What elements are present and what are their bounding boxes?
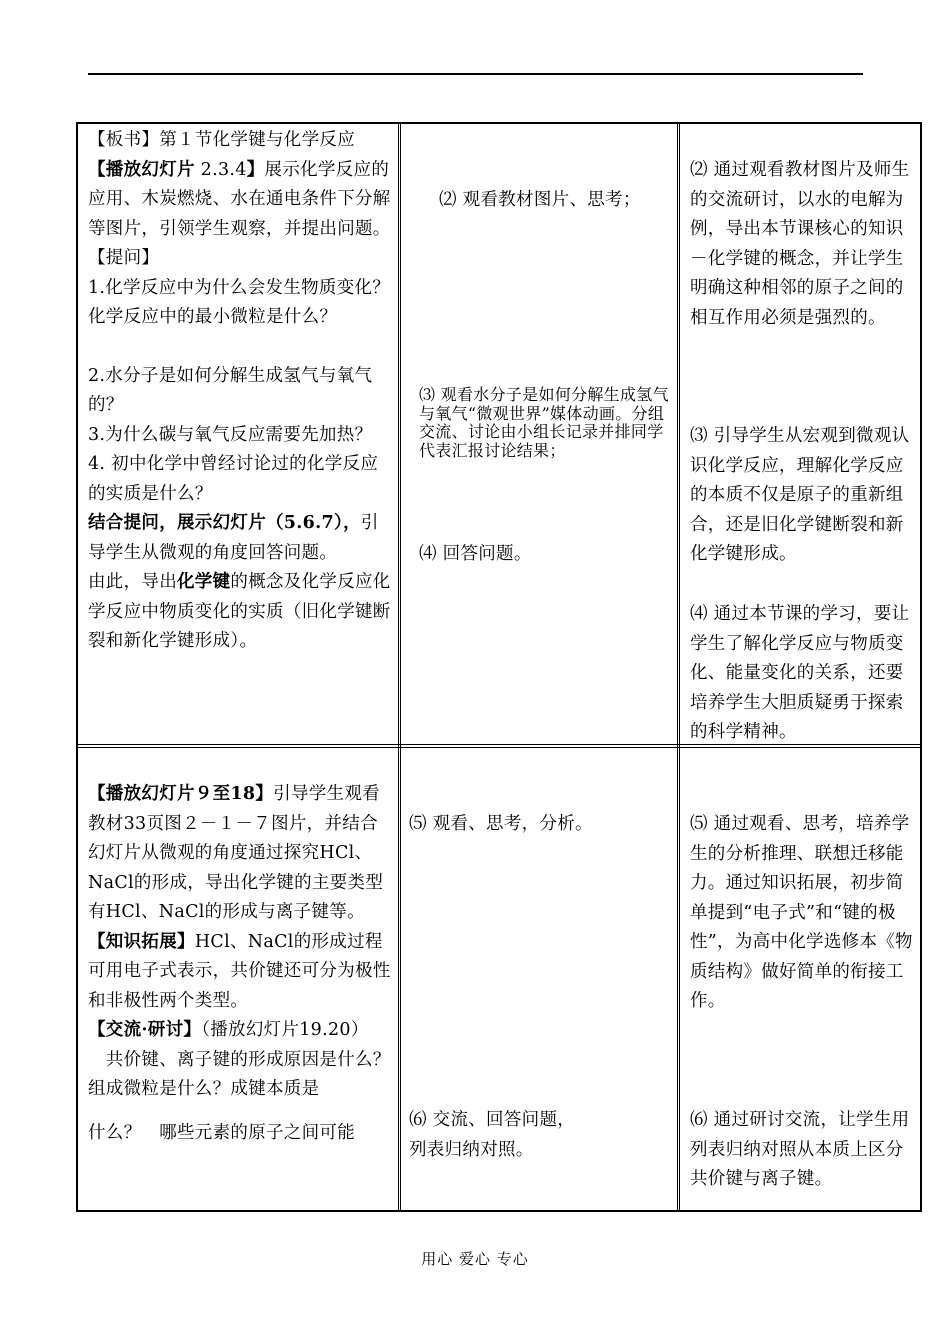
column-divider-2 (677, 124, 680, 1210)
combine-slides: 结合提问，展示幻灯片（5.6.7），引导学生从微观的角度回答问题。 (88, 513, 379, 563)
student-activity-2: ⑵ 观看教材图片、思考； (439, 190, 641, 210)
header-rule (88, 73, 863, 75)
bond-question-cont: 什么？ 哪些元素的原子之间可能 (88, 1122, 355, 1143)
student-activity-6: ⑹ 交流、回答问题， 列表归纳对照。 (409, 1110, 576, 1160)
slides-9-18: 【播放幻灯片９至18】引导学生观看教材33页图２－１－７图片，并结合幻灯片从微观的角度通过探究HCl、NaCl的形成，导出化学键的主要类型有HCl、NaCl的形成与离子键等。 (88, 784, 384, 922)
design-intent-6: ⑹ 通过研讨交流，让学生用列表归纳对照从本质上区分共价键与离子键。 (690, 1110, 910, 1189)
exchange-discussion: 【交流·研讨】（播放幻灯片19.20） (88, 1020, 369, 1040)
question-2: 2.水分子是如何分解生成氢气与氧气的？ (88, 365, 373, 415)
lesson-table (76, 122, 922, 1212)
teacher-activity-1 (88, 126, 392, 657)
teacher-activity-2 (88, 780, 392, 1148)
question-3: 3.为什么碳与氧气反应需要先加热？ (88, 424, 373, 445)
question-heading: 【提问】 (88, 248, 160, 268)
board-title: 【板书】第１节化学键与化学反应 (88, 130, 355, 150)
question-1: 1.化学反应中为什么会发生物质变化？化学反应中的最小微粒是什么？ (88, 277, 391, 327)
conclusion: 由此，导出化学键的概念及化学反应化学反应中物质变化的实质（旧化学键断裂和新化学键形成）。 (88, 572, 391, 651)
design-intent-2: ⑵ 通过观看教材图片及师生的交流研讨，以水的电解为例，导出本节课核心的知识－化学键的概念，并让学生明确这种相邻的原子之间的相互作用必须是强烈的。 (690, 160, 910, 328)
student-activity-3: ⑶ 观看水分子是如何分解生成氢气与氧气“微观世界”媒体动画。分组交流、讨论由小组长记录并排同学代表汇报讨论结果； (419, 386, 669, 460)
knowledge-extension: 【知识拓展】HCl、NaCl的形成过程可用电子式表示，共价键还可分为极性和非极性两个类型。 (88, 931, 391, 1011)
design-intent-4: ⑷ 通过本节课的学习，要让学生了解化学反应与物质变化、能量变化的关系，还要培养学生大胆质疑勇于探索的科学精神。 (690, 604, 910, 742)
slide-intro: 【播放幻灯片 2.3.4】展示化学反应的应用、木炭燃烧、水在通电条件下分解等图片，引领学生观察，并提出问题。 (88, 159, 391, 239)
design-intent-5: ⑸ 通过观看、思考，培养学生的分析推理、联想迁移能力。通过知识拓展，初步简单提到“电子式”和“键的极性”，为高中化学选修本《物质结构》做好简单的衔接工作。 (690, 814, 913, 1011)
question-4: 4. 初中化学中曾经讨论过的化学反应的实质是什么？ (88, 454, 379, 504)
column-divider-1 (398, 124, 401, 1210)
bond-question: 共价键、离子键的形成原因是什么？组成微粒是什么？成键本质是 (88, 1049, 391, 1099)
design-intent-3: ⑶ 引导学生从宏观到微观认识化学反应，理解化学反应的本质不仅是原子的重新组合，还是旧化学键断裂和新化学键形成。 (690, 426, 910, 564)
student-activity-4: ⑷ 回答问题。 (419, 544, 532, 564)
student-activity-5: ⑸ 观看、思考，分析。 (409, 814, 593, 834)
page-footer: 用心 爱心 专心 (421, 1250, 529, 1268)
